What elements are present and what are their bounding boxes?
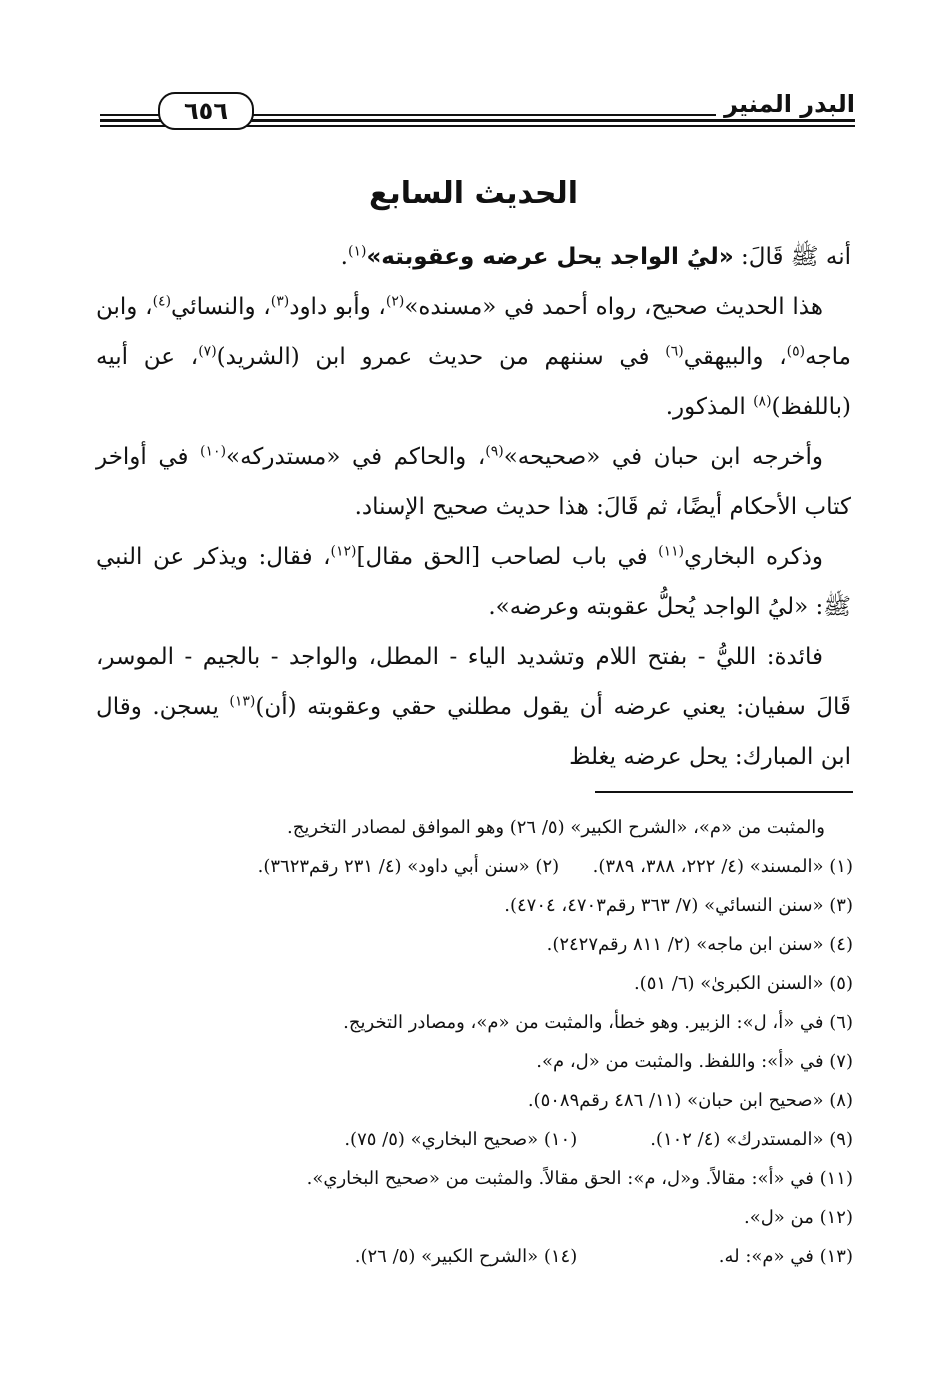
paragraph: [96, 282, 851, 432]
footnote-ref: (١): [347, 243, 367, 260]
footnote-ref: (١٣): [229, 693, 256, 710]
footnote-ref: (٢): [385, 293, 405, 310]
paragraph: [96, 232, 851, 282]
footnote: (١٠) «صحيح البخاري» (٥/ ٧٥).: [344, 1129, 578, 1150]
footnote: (٧) في «أ»: واللفظ. والمثبت من «ل، م».: [536, 1051, 853, 1072]
footnote-ref: (١٢): [330, 543, 357, 560]
text-span: أنه ﷺ قَالَ:: [733, 244, 851, 270]
footnote: (٩) «المستدرك» (٤/ ١٠٢).: [650, 1129, 853, 1150]
footnotes: [100, 808, 853, 1276]
page-number: ٦٥٦: [158, 92, 254, 130]
footnote-ref: (٨): [753, 393, 772, 410]
text-span: ، وأبو داود: [289, 294, 386, 320]
footnote-ref: (٤): [152, 293, 172, 310]
section-heading: الحديث السابع: [368, 176, 579, 211]
footnote-ref: (٣): [270, 293, 290, 310]
text-span: في سننهم من حديث عمرو ابن (الشريد): [216, 344, 666, 370]
footnote: (١٣) في «م»: له.: [718, 1246, 853, 1267]
text-span: ، والنسائي: [171, 294, 271, 320]
hadith-quote: «ليُ الواجد يحل عرضه وعقوبته»: [366, 244, 734, 270]
footnote-row: [100, 1120, 853, 1159]
footnote-separator: [595, 791, 853, 793]
paragraph: [96, 532, 851, 632]
text-span: وأخرجه ابن حبان في «صحيحه»: [503, 444, 823, 470]
footnote: (١١) في «أ»: مقالاً. و«ل، م»: الحق مقالاً. والمثبت من «صحيح البخاري».: [306, 1168, 853, 1189]
text-span: ، فقال: ويذكر عن النبي ﷺ: «ليُ الواجد يُحلُّ عقوبته وعرضه».: [96, 544, 851, 620]
text-span: المذكور.: [665, 394, 754, 420]
footnote: (١٤) «الشرح الكبير» (٥/ ٢٦).: [354, 1246, 578, 1267]
text-span: وذكره البخاري: [684, 544, 824, 570]
text-span: في أواخر كتاب الأحكام أيضًا، ثم قَالَ: هذا حديث صحيح الإسناد.: [96, 444, 851, 520]
footnote: (١٢) من «ل».: [743, 1207, 853, 1228]
text-span: ، والبيهقي: [683, 344, 787, 370]
text-span: فائدة: الليُّ - بفتح اللام وتشديد الياء - المطل، والواجد - بالجيم - الموسر، قَالَ سفيان: يعني عرضه أن يقول مطلني حقي وعقوبته (أن): [96, 644, 852, 720]
footnote-row: [100, 1237, 853, 1276]
footnote: (٣) «سنن النسائي» (٧/ ٣٦٣ رقم٤٧٠٣، ٤٧٠٤).: [504, 895, 853, 916]
text-span: .: [340, 244, 348, 270]
footnote-ref: (٦): [665, 343, 684, 360]
text-span: ، عن أبيه (باللفظ): [96, 344, 851, 420]
footnote: (٤) «سنن ابن ماجه» (٢/ ٨١١ رقم٢٤٢٧).: [546, 934, 853, 955]
footnote-row: [100, 847, 853, 886]
main-text: [96, 232, 851, 782]
footnote: (٦) في «أ، ل»: الزبير. وهو خطأ، والمثبت من «م»، ومصادر التخريج.: [343, 1012, 853, 1033]
text-span: ، وابن ماجه: [96, 294, 852, 370]
paragraph: [96, 632, 851, 782]
text-span: في باب لصاحب [الحق مقال]: [356, 544, 659, 570]
footnote-ref: (٥): [786, 343, 806, 360]
footnote: (٨) «صحيح ابن حبان» (١١/ ٤٨٦ رقم٥٠٨٩).: [527, 1090, 853, 1111]
book-title: البدر المنير: [716, 90, 855, 118]
text-span: ، والحاكم في «مستدركه»: [226, 444, 486, 470]
footnote: (٥) «السنن الكبرىٰ» (٦/ ٥١).: [633, 973, 853, 994]
footnote: (١) «المسند» (٤/ ٢٢٢، ٣٨٨، ٣٨٩).: [592, 856, 853, 877]
text-span: هذا الحديث صحيح، رواه أحمد في «مسنده»: [404, 294, 823, 320]
footnote-ref: (١١): [658, 543, 685, 560]
paragraph: [96, 432, 851, 532]
footnote-ref: (٧): [198, 343, 217, 360]
running-header: [100, 86, 855, 134]
footnote-continuation: والمثبت من «م»، «الشرح الكبير» (٥/ ٢٦) وهو الموافق لمصادر التخريج.: [287, 817, 825, 838]
text-span: يسجن. وقال ابن المبارك: يحل عرضه يغلظ: [96, 694, 851, 770]
footnote: (٢) «سنن أبي داود» (٤/ ٢٣١ رقم٣٦٢٣).: [257, 856, 560, 877]
footnote-ref: (٩): [485, 443, 504, 460]
footnote-ref: (١٠): [200, 443, 227, 460]
